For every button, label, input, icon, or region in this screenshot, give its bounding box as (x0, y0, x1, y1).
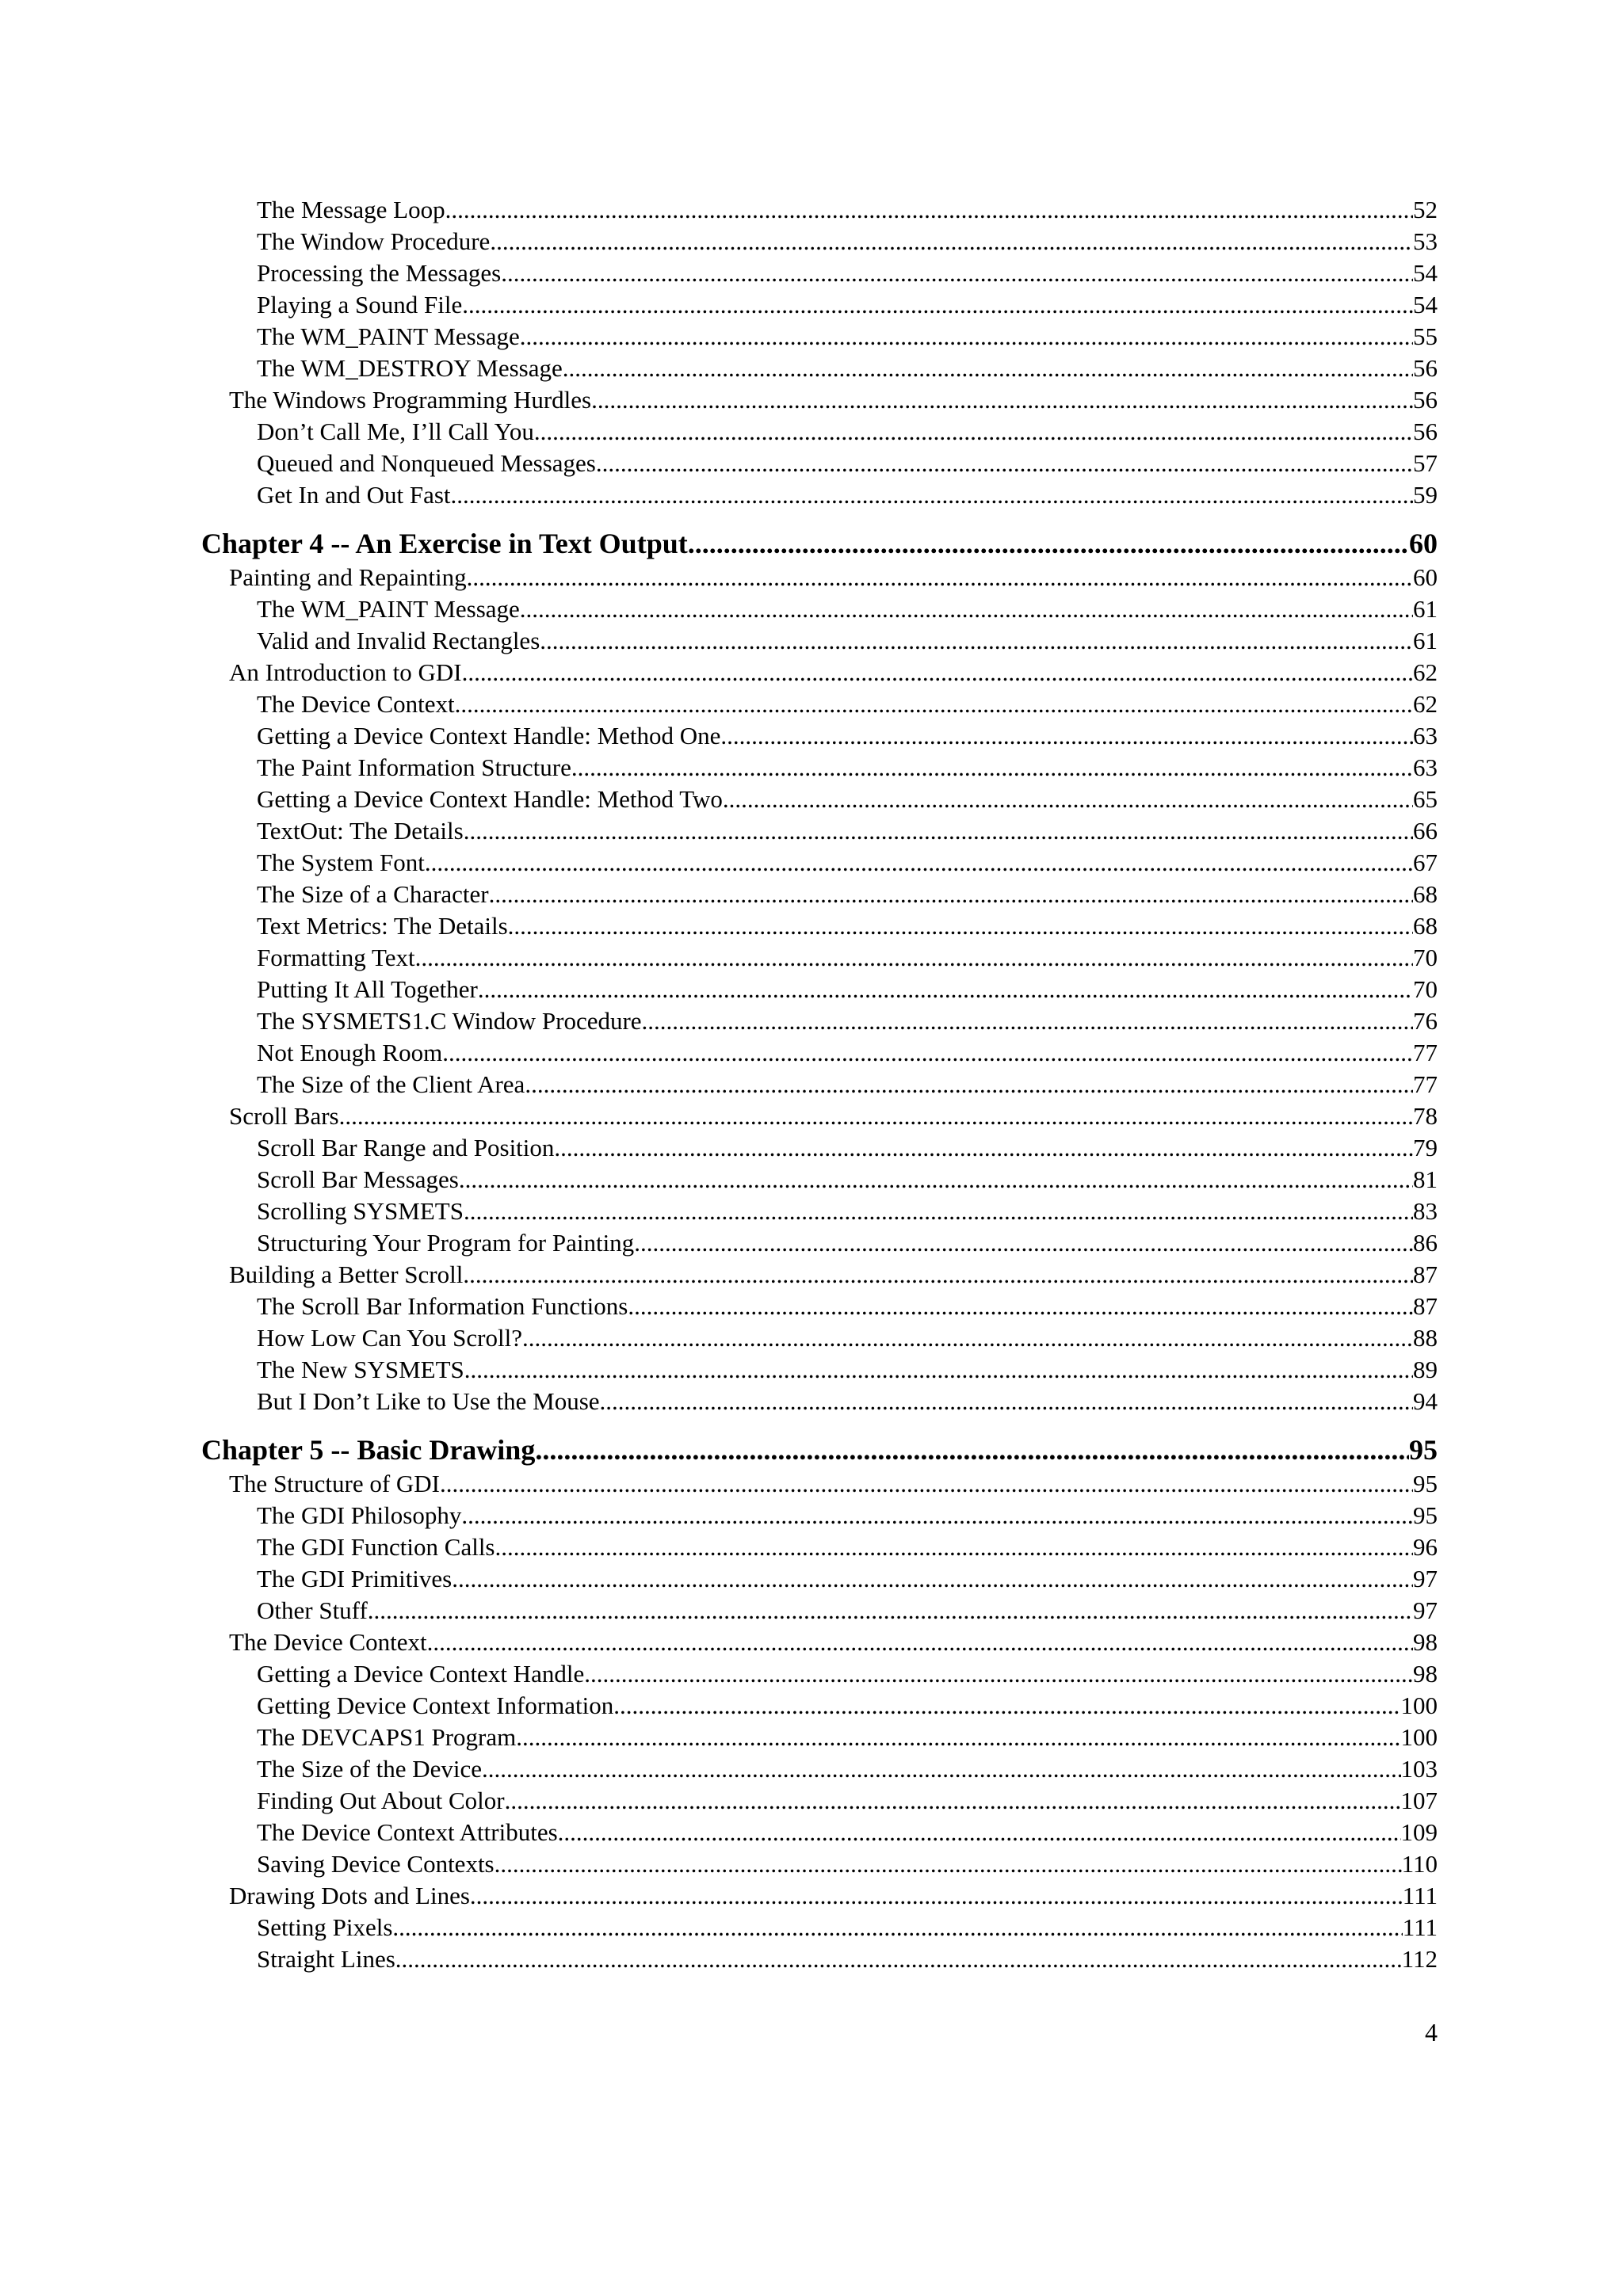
toc-entry[interactable] (201, 1690, 1438, 1722)
dot-leader (516, 1722, 1400, 1753)
dot-leader (482, 1753, 1400, 1785)
toc-entry-title: Setting Pixels (257, 1913, 393, 1941)
toc-entry-title: Getting Device Context Information (257, 1691, 614, 1719)
toc-entry-page: 65 (1413, 785, 1438, 813)
toc-entry-title: The Device Context (257, 690, 455, 718)
toc-entry-page: 98 (1413, 1628, 1438, 1656)
toc-entry[interactable] (201, 752, 1438, 784)
toc-entry-page: 86 (1413, 1229, 1438, 1257)
toc-entry[interactable] (201, 688, 1438, 720)
toc-entry-page: 107 (1400, 1787, 1438, 1814)
toc-entry[interactable] (201, 942, 1438, 974)
toc-entry[interactable] (201, 974, 1438, 1005)
toc-entry-title: The Device Context (229, 1628, 427, 1656)
toc-section[interactable] (201, 1259, 1438, 1291)
toc-section[interactable] (201, 384, 1438, 416)
toc-entry-page: 95 (1413, 1470, 1438, 1497)
dot-leader (571, 752, 1413, 784)
dot-leader (642, 1005, 1413, 1037)
toc-entry[interactable] (201, 1227, 1438, 1259)
toc-entry-page: 70 (1413, 944, 1438, 971)
toc-entry-page: 79 (1413, 1134, 1438, 1161)
toc-entry-title: Text Metrics: The Details (257, 912, 508, 940)
toc-entry-page: 66 (1413, 817, 1438, 845)
toc-entry-title: Drawing Dots and Lines (229, 1882, 470, 1909)
dot-leader (591, 384, 1413, 416)
toc-entry-title: The DEVCAPS1 Program (257, 1723, 517, 1751)
dot-leader (440, 1468, 1413, 1500)
toc-entry-title: The Size of the Client Area (257, 1070, 525, 1098)
toc-entry-title: Getting a Device Context Handle (257, 1660, 585, 1688)
toc-entry-title: Getting a Device Context Handle: Method Two (257, 785, 723, 813)
toc-entry[interactable] (201, 1291, 1438, 1322)
toc-entry-page: 77 (1413, 1070, 1438, 1098)
toc-entry[interactable] (201, 289, 1438, 321)
dot-leader (525, 1069, 1413, 1100)
toc-entry-page: 68 (1413, 880, 1438, 908)
toc-entry-page: 88 (1413, 1324, 1438, 1352)
dot-leader (508, 910, 1413, 942)
toc-entry-page: 97 (1413, 1565, 1438, 1592)
dot-leader (392, 1912, 1402, 1943)
toc-section[interactable] (201, 562, 1438, 593)
toc-entry[interactable] (201, 847, 1438, 879)
dot-leader (505, 1785, 1401, 1817)
dot-leader (455, 688, 1413, 720)
dot-leader (596, 448, 1413, 479)
toc-entry-page: 95 (1413, 1501, 1438, 1529)
toc-entry-title: Get In and Out Fast (257, 481, 451, 509)
toc-entry-title: The WM_DESTROY Message (257, 354, 563, 382)
toc-entry-title: Structuring Your Program for Painting (257, 1229, 635, 1257)
toc-chapter[interactable] (201, 525, 1438, 562)
toc-entry[interactable] (201, 1531, 1438, 1563)
toc-entry-title: The SYSMETS1.C Window Procedure (257, 1007, 642, 1035)
dot-leader (495, 1848, 1402, 1880)
toc-entry-page: 111 (1402, 1882, 1438, 1909)
dot-leader (452, 1563, 1413, 1595)
dot-leader (520, 321, 1413, 353)
toc-entry[interactable] (201, 257, 1438, 289)
toc-entry[interactable] (201, 1069, 1438, 1100)
toc-entry-page: 81 (1413, 1165, 1438, 1193)
toc-entry-title: An Introduction to GDI (229, 658, 462, 686)
dot-leader (467, 562, 1413, 593)
toc-entry-title: Scroll Bar Range and Position (257, 1134, 555, 1161)
dot-leader (563, 353, 1413, 384)
dot-leader (464, 1196, 1413, 1227)
toc-entry-page: 87 (1413, 1292, 1438, 1320)
toc-entry-page: 62 (1413, 690, 1438, 718)
toc-entry-title: Straight Lines (257, 1945, 395, 1973)
toc-entry[interactable] (201, 1785, 1438, 1817)
toc-entry-page: 78 (1413, 1102, 1438, 1130)
toc-entry[interactable] (201, 815, 1438, 847)
toc-entry[interactable] (201, 1132, 1438, 1164)
toc-entry[interactable] (201, 194, 1438, 226)
toc-entry-title: Formatting Text (257, 944, 415, 971)
toc-entry-page: 68 (1413, 912, 1438, 940)
toc-entry-title: The GDI Primitives (257, 1565, 453, 1592)
toc-entry[interactable] (201, 1386, 1438, 1417)
toc-entry[interactable] (201, 1563, 1438, 1595)
dot-leader (723, 784, 1413, 815)
toc-entry-title: The Device Context Attributes (257, 1818, 558, 1846)
dot-leader (600, 1386, 1413, 1417)
dot-leader (462, 289, 1413, 321)
toc-entry[interactable] (201, 720, 1438, 752)
toc-entry[interactable] (201, 1322, 1438, 1354)
dot-leader (628, 1291, 1413, 1322)
toc-entry-page: 87 (1413, 1261, 1438, 1288)
dot-leader (558, 1817, 1401, 1848)
table-of-contents (201, 194, 1438, 1975)
toc-entry[interactable] (201, 784, 1438, 815)
dot-leader (584, 1658, 1413, 1690)
toc-entry-title: Painting and Repainting (229, 563, 467, 591)
toc-entry-page: 110 (1401, 1850, 1438, 1878)
toc-entry-title: The Paint Information Structure (257, 753, 571, 781)
toc-entry-page: 59 (1413, 481, 1438, 509)
toc-entry[interactable] (201, 593, 1438, 625)
dot-leader (470, 1880, 1403, 1912)
toc-entry[interactable] (201, 910, 1438, 942)
dot-leader (688, 525, 1409, 562)
toc-entry[interactable] (201, 1037, 1438, 1069)
dot-leader (461, 1500, 1413, 1531)
toc-entry-page: 56 (1413, 418, 1438, 445)
toc-section[interactable] (201, 1100, 1438, 1132)
dot-leader (395, 1943, 1402, 1975)
toc-section[interactable] (201, 1468, 1438, 1500)
dot-leader (613, 1690, 1400, 1722)
toc-entry-title: The Size of the Device (257, 1755, 483, 1783)
toc-entry-page: 76 (1413, 1007, 1438, 1035)
toc-entry-page: 63 (1413, 753, 1438, 781)
toc-entry[interactable] (201, 353, 1438, 384)
toc-entry-page: 60 (1413, 563, 1438, 591)
toc-entry-page: 56 (1413, 354, 1438, 382)
toc-entry-title: The Window Procedure (257, 227, 491, 255)
toc-entry-page: 77 (1413, 1039, 1438, 1066)
toc-entry[interactable] (201, 879, 1438, 910)
toc-entry[interactable] (201, 1354, 1438, 1386)
toc-entry-title: Finding Out About Color (257, 1787, 505, 1814)
toc-entry-title: TextOut: The Details (257, 817, 464, 845)
toc-entry-page: 97 (1413, 1596, 1438, 1624)
toc-entry[interactable] (201, 1817, 1438, 1848)
toc-section[interactable] (201, 1627, 1438, 1658)
dot-leader (522, 1322, 1413, 1354)
toc-entry[interactable] (201, 448, 1438, 479)
toc-entry-title: Putting It All Together (257, 975, 478, 1003)
toc-entry[interactable] (201, 1722, 1438, 1753)
toc-chapter-title: Chapter 4 -- An Exercise in Text Output (201, 528, 688, 559)
toc-entry-title: The Windows Programming Hurdles (229, 386, 592, 414)
toc-entry-page: 62 (1413, 658, 1438, 686)
toc-entry[interactable] (201, 1658, 1438, 1690)
dot-leader (489, 879, 1413, 910)
toc-entry-page: 54 (1413, 291, 1438, 318)
toc-entry-title: The WM_PAINT Message (257, 595, 520, 623)
toc-entry-page: 112 (1401, 1945, 1438, 1973)
toc-entry-page: 67 (1413, 849, 1438, 876)
toc-chapter-page: 60 (1409, 528, 1438, 559)
toc-entry[interactable] (201, 1848, 1438, 1880)
dot-leader (720, 720, 1413, 752)
toc-entry-title: Scroll Bars (229, 1102, 339, 1130)
toc-entry-title: Scroll Bar Messages (257, 1165, 459, 1193)
dot-leader (501, 257, 1413, 289)
dot-leader (462, 657, 1413, 688)
toc-chapter-page: 95 (1409, 1434, 1438, 1466)
toc-chapter-title: Chapter 5 -- Basic Drawing (201, 1434, 536, 1466)
toc-entry-page: 57 (1413, 449, 1438, 477)
toc-entry-page: 56 (1413, 386, 1438, 414)
page-number: 4 (1425, 2018, 1438, 2046)
toc-entry-page: 96 (1413, 1533, 1438, 1561)
dot-leader (459, 1164, 1413, 1196)
dot-leader (368, 1595, 1413, 1627)
toc-entry[interactable] (201, 625, 1438, 657)
toc-entry-title: Saving Device Contexts (257, 1850, 495, 1878)
toc-entry-page: 70 (1413, 975, 1438, 1003)
toc-entry-page: 61 (1413, 595, 1438, 623)
dot-leader (339, 1100, 1413, 1132)
toc-entry[interactable] (201, 321, 1438, 353)
toc-entry-title: Processing the Messages (257, 259, 502, 287)
toc-entry-page: 100 (1400, 1723, 1438, 1751)
dot-leader (634, 1227, 1413, 1259)
dot-leader (464, 815, 1413, 847)
dot-leader (478, 974, 1413, 1005)
toc-section[interactable] (201, 657, 1438, 688)
toc-entry[interactable] (201, 479, 1438, 511)
toc-entry-title: Queued and Nonqueued Messages (257, 449, 596, 477)
toc-entry-title: But I Don’t Like to Use the Mouse (257, 1387, 600, 1415)
toc-entry-page: 100 (1400, 1691, 1438, 1719)
dot-leader (554, 1132, 1413, 1164)
toc-entry-title: The GDI Philosophy (257, 1501, 462, 1529)
toc-entry-page: 54 (1413, 259, 1438, 287)
toc-entry-page: 52 (1413, 196, 1438, 223)
toc-entry-title: The WM_PAINT Message (257, 322, 520, 350)
toc-entry-page: 94 (1413, 1387, 1438, 1415)
toc-entry-page: 55 (1413, 322, 1438, 350)
dot-leader (540, 625, 1413, 657)
toc-entry-page: 63 (1413, 722, 1438, 749)
toc-entry-title: The New SYSMETS (257, 1356, 464, 1383)
toc-entry-title: The Message Loop (257, 196, 445, 223)
toc-entry-page: 53 (1413, 227, 1438, 255)
dot-leader (425, 847, 1413, 879)
toc-entry-page: 109 (1400, 1818, 1438, 1846)
dot-leader (415, 942, 1413, 974)
toc-entry-title: Playing a Sound File (257, 291, 463, 318)
toc-entry-title: The Scroll Bar Information Functions (257, 1292, 628, 1320)
toc-entry[interactable] (201, 1943, 1438, 1975)
dot-leader (490, 226, 1413, 257)
toc-entry[interactable] (201, 416, 1438, 448)
toc-chapter[interactable] (201, 1432, 1438, 1468)
toc-entry-title: Don’t Call Me, I’ll Call You (257, 418, 534, 445)
toc-entry-title: Scrolling SYSMETS (257, 1197, 464, 1225)
toc-entry[interactable] (201, 1164, 1438, 1196)
dot-leader (464, 1354, 1413, 1386)
toc-entry-title: How Low Can You Scroll? (257, 1324, 522, 1352)
dot-leader (427, 1627, 1413, 1658)
toc-entry-page: 98 (1413, 1660, 1438, 1688)
toc-entry[interactable] (201, 1912, 1438, 1943)
toc-entry-page: 89 (1413, 1356, 1438, 1383)
toc-entry-title: The Structure of GDI (229, 1470, 440, 1497)
toc-entry-page: 61 (1413, 627, 1438, 654)
toc-entry-title: Other Stuff (257, 1596, 368, 1624)
toc-section[interactable] (201, 1880, 1438, 1912)
toc-entry[interactable] (201, 1753, 1438, 1785)
toc-entry[interactable] (201, 1196, 1438, 1227)
dot-leader (535, 1432, 1409, 1468)
dot-leader (495, 1531, 1414, 1563)
toc-entry-title: The System Font (257, 849, 425, 876)
toc-entry[interactable] (201, 1005, 1438, 1037)
toc-entry-title: The Size of a Character (257, 880, 489, 908)
dot-leader (463, 1259, 1413, 1291)
toc-entry-title: The GDI Function Calls (257, 1533, 495, 1561)
dot-leader (451, 479, 1413, 511)
toc-entry-page: 111 (1402, 1913, 1438, 1941)
toc-entry-page: 103 (1400, 1755, 1438, 1783)
toc-entry[interactable] (201, 1500, 1438, 1531)
toc-entry[interactable] (201, 1595, 1438, 1627)
toc-entry-title: Valid and Invalid Rectangles (257, 627, 540, 654)
toc-entry-page: 83 (1413, 1197, 1438, 1225)
toc-entry-title: Building a Better Scroll (229, 1261, 464, 1288)
dot-leader (534, 416, 1413, 448)
dot-leader (520, 593, 1413, 625)
toc-entry[interactable] (201, 226, 1438, 257)
dot-leader (442, 1037, 1413, 1069)
toc-entry-title: Not Enough Room (257, 1039, 443, 1066)
toc-entry-title: Getting a Device Context Handle: Method One (257, 722, 721, 749)
dot-leader (445, 194, 1413, 226)
